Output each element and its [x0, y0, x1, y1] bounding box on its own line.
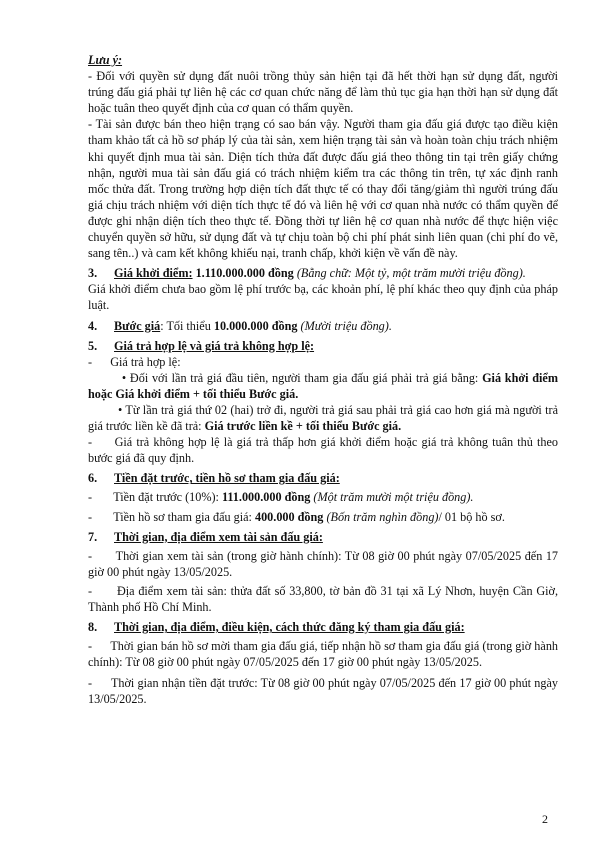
- starting-price-words: (Bằng chữ: Một tỷ, một trăm mười triệu đồng).: [293, 266, 526, 281]
- section-number: 6.: [88, 471, 98, 486]
- section-title: Bước giá: [114, 318, 161, 333]
- section-number: 8.: [88, 620, 98, 635]
- valid-bid-first: • Đối với lần trả giá đầu tiên, người tham gia đấu giá phải trả giá bằng: Giá khởi điểm hoặc Giá khởi điểm + tối thiểu Bước giá.: [88, 370, 558, 401]
- registration-time: - Thời gian bán hồ sơ mời tham gia đấu giá, tiếp nhận hồ sơ tham gia đấu giá (trong giờ hành chính): Từ 08 giờ 00 phút ngày 07/05/2025 đến 17 giờ 00 phút ngày 13/05/2025.: [88, 639, 559, 670]
- document-page: [88, 52, 558, 708]
- section-title: Thời gian, địa điểm, điều kiện, cách thức đăng ký tham gia đấu giá:: [114, 620, 465, 635]
- section-8-heading: [88, 619, 558, 635]
- section-number: 4.: [88, 318, 98, 333]
- section-number: 7.: [88, 529, 98, 544]
- section-3-heading: [88, 265, 558, 281]
- bid-step-words: (Mười triệu đồng).: [297, 318, 392, 333]
- section-3-desc: Giá khởi điểm chưa bao gồm lệ phí trước bạ, các khoản phí, lệ phí khác theo quy định của pháp luật.: [88, 282, 558, 313]
- viewing-time: - Thời gian xem tài sản (trong giờ hành chính): Từ 08 giờ 00 phút ngày 07/05/2025 đến 17 giờ 00 phút ngày 13/05/2025.: [88, 548, 559, 579]
- note-title: Lưu ý:: [88, 53, 123, 67]
- section-number: 5.: [88, 338, 98, 353]
- note-para-2: - Tài sản được bán theo hiện trạng có sao bán vậy. Người tham gia đấu giá được tạo điều kiện tham khảo tất cả hồ sơ pháp lý của tài sản, xem hiện trạng tài sản và hoàn toàn chịu trách nhiệm khi quyết định mua tài sản. Diện tích thửa đất được đấu giá theo thông tin tại trên giấy chứng nhận, người mua tài sản đấu giá có trách nhiệm kiểm tra các thông tin trên, tự xác định ranh mốc thửa đất. Trong trường hợp diện tích đất thực tế có thay đổi tăng/giảm thì người trúng đấu giá chịu trách nhiệm với diện tích thực tế đó và liên hệ với cơ quan nhà nước có thẩm quyền để được ghi nhận diện tích theo thực tế. Đồng thời tự liên hệ cơ quan nhà nước để thực hiện việc chuyển quyền sở hữu, sử dụng đất và tự chịu toàn bộ chi phí phát sinh liên quan (chi phí đo vẽ, sang tên..) và cam kết không khiếu nại, tranh chấp, khởi kiện về vấn đề này.: [88, 117, 558, 261]
- section-6-heading: [88, 470, 558, 486]
- invalid-bid: - Giá trả không hợp lệ là giá trả thấp hơn giá khởi điểm hoặc giá trả không tuân thủ theo bước giá đã quy định.: [88, 435, 558, 466]
- deposit-line: - Tiền đặt trước (10%): 111.000.000 đồng (Một trăm mười một triệu đồng).: [88, 490, 474, 505]
- starting-price-amount: 1.110.000.000 đồng: [192, 266, 294, 281]
- section-title: Thời gian, địa điểm xem tài sản đấu giá:: [114, 529, 323, 544]
- viewing-place: - Địa điểm xem tài sản: thửa đất số 33,800, tờ bản đồ 31 tại xã Lý Nhơn, huyện Cần Giờ, Thành phố Hồ Chí Minh.: [88, 583, 559, 614]
- page-number: 2: [542, 812, 548, 826]
- deposit-time: - Thời gian nhận tiền đặt trước: Từ 08 giờ 00 phút ngày 07/05/2025 đến 17 giờ 00 phút ngày 13/05/2025.: [88, 676, 558, 707]
- fee-line: - Tiền hồ sơ tham gia đấu giá: 400.000 đồng (Bốn trăm nghìn đồng)/ 01 bộ hồ sơ.: [88, 509, 505, 524]
- section-5-heading: [88, 338, 558, 354]
- section-7-heading: [88, 529, 558, 545]
- section-title: Giá trả hợp lệ và giá trả không hợp lệ:: [114, 338, 315, 353]
- section-4-heading: [88, 318, 558, 334]
- bid-step-prefix: : Tối thiểu: [160, 318, 214, 333]
- section-number: 3.: [88, 266, 98, 281]
- valid-bid-second: • Từ lần trả giá thứ 02 (hai) trở đi, người trả giá sau phải trả giá cao hơn giá mà người trả giá trước liền kề đã trả: Giá trước liền kề + tối thiểu Bước giá.: [88, 402, 559, 434]
- section-title: Giá khởi điểm:: [114, 266, 193, 281]
- valid-bid-title: - Giá trả hợp lệ:: [88, 354, 181, 369]
- section-title: Tiền đặt trước, tiền hồ sơ tham gia đấu giá:: [114, 471, 340, 486]
- note-para-1: - Đối với quyền sử dụng đất nuôi trồng thủy sản hiện tại đã hết thời hạn sử dụng đất, người trúng đấu giá phải tự liên hệ các cơ quan chức năng để làm thủ tục gia hạn thời hạn sử dụng đất hoặc tuân theo quyết định của cơ quan có thẩm quyền.: [88, 69, 558, 116]
- bid-step-amount: 10.000.000 đồng: [213, 318, 298, 333]
